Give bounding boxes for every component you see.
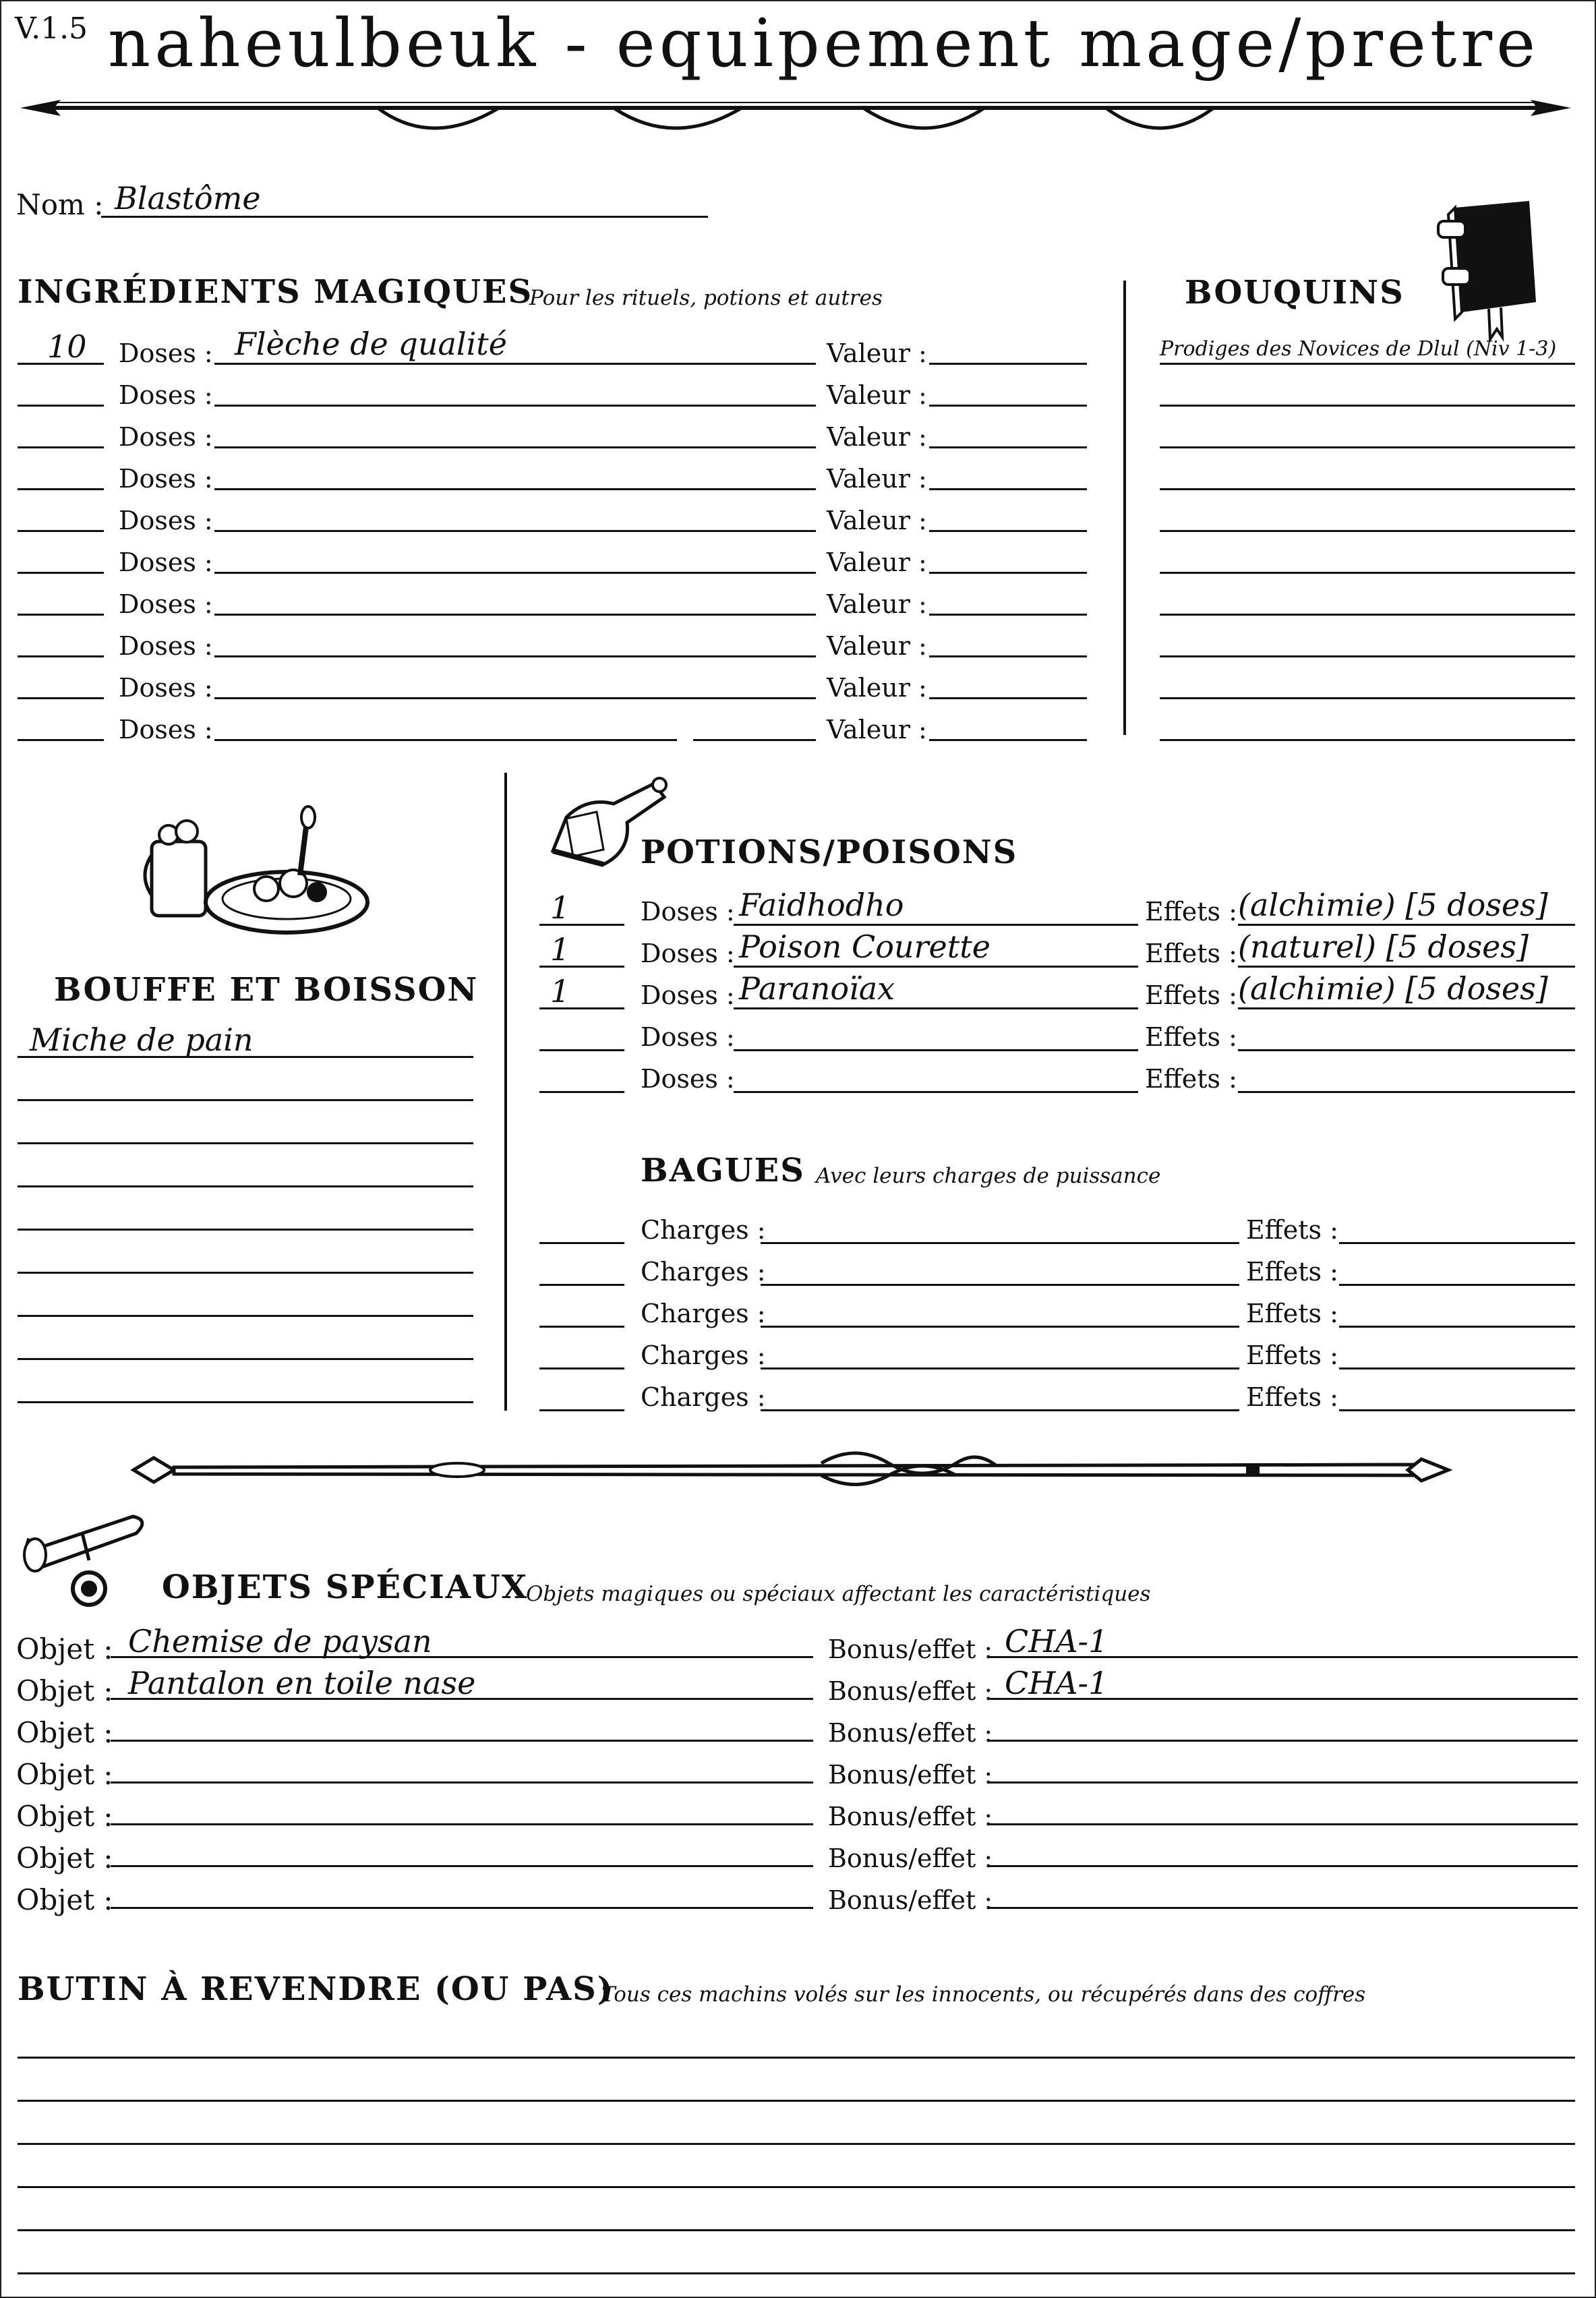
bonus-line: [987, 1823, 1578, 1825]
dose-label: Doses :: [641, 939, 735, 968]
bouffe-title: BOUFFE ET BOISSON: [54, 971, 479, 1009]
loot-line[interactable]: [18, 2143, 1575, 2145]
effect-label: Effets :: [1246, 1299, 1338, 1328]
ingredients-title: INGRÉDIENTS MAGIQUES: [18, 273, 533, 311]
bonus-line: [987, 1865, 1578, 1867]
charges-label: Charges :: [641, 1299, 766, 1328]
ring-charges-line: [761, 1284, 1239, 1286]
effect-label: Effets :: [1145, 897, 1237, 926]
value-label: Valeur :: [827, 464, 927, 494]
book-row: [1160, 573, 1578, 615]
ring-row: [539, 1206, 1578, 1247]
potions-list: [539, 887, 1578, 1103]
potion-name-line: [734, 1049, 1138, 1051]
ring-effect-line: [1339, 1326, 1575, 1328]
value-label: Valeur :: [827, 631, 927, 661]
value-label: Valeur :: [827, 673, 927, 703]
potion-row: [539, 1055, 1578, 1096]
book-row: [1160, 699, 1578, 740]
effect-label: Effets :: [1246, 1382, 1338, 1412]
bagues-title: BAGUES: [641, 1152, 805, 1189]
object-row: [16, 1869, 1580, 1916]
bouquins-list: [1160, 322, 1578, 754]
food-line: [18, 1401, 473, 1403]
objets-list: [16, 1618, 1580, 1928]
bonus-line: [987, 1907, 1578, 1909]
potion-name-line: [734, 1091, 1138, 1093]
food-plate-icon: [138, 801, 374, 943]
potion-effect[interactable]: (alchimie) [5 doses]: [1238, 887, 1548, 923]
ring-effect-line: [1339, 1409, 1575, 1411]
column-divider: [1123, 281, 1126, 735]
dose-label: Doses :: [119, 715, 213, 744]
spear-divider-icon: [13, 88, 1578, 148]
objets-title: OBJETS SPÉCIAUX: [162, 1568, 529, 1606]
charges-label: Charges :: [641, 1382, 766, 1412]
loot-line[interactable]: [18, 2057, 1575, 2059]
ring-effect-line: [1339, 1284, 1575, 1286]
qty-line: [539, 1049, 624, 1051]
name-label: Nom :: [16, 188, 104, 221]
object-bonus[interactable]: CHA-1: [1005, 1665, 1109, 1701]
object-label: Objet :: [16, 1674, 113, 1707]
dose-label: Doses :: [119, 464, 213, 494]
value-label: Valeur :: [827, 589, 927, 619]
food-line: [18, 1272, 473, 1274]
dose-label: Doses :: [119, 548, 213, 577]
potion-row: [539, 971, 1578, 1013]
potion-effect-line: [1238, 1049, 1575, 1051]
food-row: [18, 1020, 476, 1061]
ring-row: [539, 1289, 1578, 1331]
bagues-subtitle: Avec leurs charges de puissance: [816, 1164, 1161, 1188]
potion-effect[interactable]: (alchimie) [5 doses]: [1238, 970, 1548, 1007]
charges-label: Charges :: [641, 1215, 766, 1245]
effect-label: Effets :: [1246, 1257, 1338, 1287]
potion-effect-line: [1238, 1091, 1575, 1093]
book-row: [1160, 364, 1578, 406]
scroll-ring-icon: [15, 1513, 156, 1614]
qty-line: [18, 739, 104, 741]
potion-name-line: [734, 966, 1138, 968]
book-row: [1160, 322, 1578, 364]
ring-charges-line: [761, 1326, 1239, 1328]
object-label: Objet :: [16, 1758, 113, 1791]
potions-title: POTIONS/POISONS: [641, 833, 1018, 871]
ingredient-row: [0, 615, 1113, 661]
charges-label: Charges :: [641, 1340, 766, 1370]
food-line: [18, 1229, 473, 1231]
object-row: [16, 1786, 1580, 1833]
loot-line[interactable]: [18, 2229, 1575, 2231]
ring-charges-line: [761, 1409, 1239, 1411]
effect-label: Effets :: [1145, 980, 1237, 1010]
ring-row: [539, 1373, 1578, 1415]
qty-line: [539, 1242, 624, 1244]
object-label: Objet :: [16, 1632, 113, 1666]
food-line: [18, 1185, 473, 1187]
dose-label: Doses :: [119, 338, 213, 368]
ingredient-row: [0, 531, 1113, 577]
object-row: [16, 1744, 1580, 1791]
object-bonus[interactable]: CHA-1: [1005, 1623, 1109, 1659]
potion-effect[interactable]: (naturel) [5 doses]: [1238, 929, 1529, 965]
dose-label: Doses :: [641, 1022, 735, 1052]
loot-line[interactable]: [18, 2272, 1575, 2274]
qty-line: [539, 1326, 624, 1328]
effect-label: Effets :: [1246, 1215, 1338, 1245]
potion-name-line: [734, 924, 1138, 926]
ingredient-name-line-extra: [693, 739, 816, 741]
name-field[interactable]: Blastôme: [115, 180, 261, 216]
value-label: Valeur :: [827, 380, 927, 410]
potion-name[interactable]: Poison Courette: [739, 929, 991, 965]
potion-row: [539, 1013, 1578, 1055]
dose-label: Doses :: [119, 506, 213, 535]
qty-line: [539, 1284, 624, 1286]
column-divider: [504, 773, 507, 1411]
ingredients-subtitle: Pour les rituels, potions et autres: [529, 286, 883, 310]
object-row: [16, 1702, 1580, 1749]
ring-effect-line: [1339, 1367, 1575, 1369]
food-row: [18, 1278, 476, 1320]
ingredients-list: [0, 322, 1113, 754]
book-row: [1160, 531, 1578, 573]
ingredient-row: [0, 490, 1113, 535]
food-line: [18, 1315, 473, 1317]
value-label: Valeur :: [827, 338, 927, 368]
qty-line: [539, 1409, 624, 1411]
object-line: [111, 1907, 813, 1909]
book-row: [1160, 406, 1578, 448]
qty-line: [539, 1367, 624, 1369]
ingredient-row: [0, 657, 1113, 703]
potion-effect-line: [1238, 1007, 1575, 1009]
object-name[interactable]: Pantalon en toile nase: [128, 1665, 476, 1701]
object-row: [16, 1660, 1580, 1707]
loot-line[interactable]: [18, 2100, 1575, 2102]
potion-effect-line: [1238, 966, 1575, 968]
ingredient-qty[interactable]: 10: [47, 328, 87, 365]
dose-label: Doses :: [641, 1064, 735, 1094]
book-title[interactable]: Prodiges des Novices de Dlul (Niv 1-3): [1160, 337, 1557, 361]
potion-effect-line: [1238, 924, 1575, 926]
ingredient-row: [0, 406, 1113, 452]
object-row: [16, 1618, 1580, 1666]
dose-label: Doses :: [119, 422, 213, 452]
loot-line[interactable]: [18, 2186, 1575, 2188]
effect-label: Effets :: [1145, 1022, 1237, 1052]
food-item[interactable]: Miche de pain: [30, 1022, 254, 1058]
value-label: Valeur :: [827, 715, 927, 744]
potion-name[interactable]: Faidhodho: [739, 887, 904, 923]
ring-effect-line: [1339, 1242, 1575, 1244]
potion-name[interactable]: Paranoïax: [739, 970, 895, 1007]
food-line: [18, 1099, 473, 1101]
food-row: [18, 1235, 476, 1277]
dose-label: Doses :: [641, 897, 735, 926]
charges-label: Charges :: [641, 1257, 766, 1287]
ingredient-row: [0, 699, 1113, 744]
butin-list: [18, 2020, 1578, 2290]
qty-line: [539, 1091, 624, 1093]
dose-label: Doses :: [119, 673, 213, 703]
bonus-label: Bonus/effet :: [828, 1634, 993, 1664]
ingredient-name-line: [214, 739, 677, 741]
bonus-label: Bonus/effet :: [828, 1885, 993, 1915]
dose-label: Doses :: [119, 380, 213, 410]
food-row: [18, 1322, 476, 1363]
potion-row: [539, 887, 1578, 929]
bonus-label: Bonus/effet :: [828, 1718, 993, 1748]
dose-label: Doses :: [641, 980, 735, 1010]
object-label: Objet :: [16, 1842, 113, 1875]
book-row: [1160, 490, 1578, 531]
book-row: [1160, 615, 1578, 657]
butin-subtitle: Tous ces machins volés sur les innocents, ou récupérés dans des coffres: [601, 1982, 1366, 2007]
staff-divider-icon: [127, 1443, 1462, 1497]
value-label: Valeur :: [827, 506, 927, 535]
ingredient-value-line: [929, 739, 1087, 741]
page-title: naheulbeuk - equipement mage/pretre: [108, 5, 1540, 82]
ingredient-row: [0, 573, 1113, 619]
object-line: [111, 1740, 813, 1742]
objets-subtitle: Objets magiques ou spéciaux affectant les caractéristiques: [526, 1582, 1151, 1606]
ring-charges-line: [761, 1367, 1239, 1369]
effect-label: Effets :: [1145, 1064, 1237, 1094]
potion-qty[interactable]: 1: [550, 889, 570, 926]
object-line: [111, 1823, 813, 1825]
bonus-label: Bonus/effet :: [828, 1802, 993, 1831]
food-row: [18, 1063, 476, 1104]
ingredient-row: [0, 448, 1113, 494]
book-line: [1160, 739, 1575, 741]
food-row: [18, 1192, 476, 1234]
bonus-line: [987, 1740, 1578, 1742]
book-row: [1160, 657, 1578, 699]
bonus-label: Bonus/effet :: [828, 1676, 993, 1706]
bonus-label: Bonus/effet :: [828, 1844, 993, 1873]
object-row: [16, 1827, 1580, 1875]
ring-row: [539, 1331, 1578, 1373]
object-label: Objet :: [16, 1800, 113, 1833]
object-label: Objet :: [16, 1716, 113, 1749]
food-row: [18, 1365, 476, 1407]
object-label: Objet :: [16, 1883, 113, 1916]
effect-label: Effets :: [1246, 1340, 1338, 1370]
ingredient-row: [0, 322, 1113, 368]
ring-charges-line: [761, 1242, 1239, 1244]
food-row: [18, 1106, 476, 1148]
food-line: [18, 1358, 473, 1360]
object-line: [111, 1781, 813, 1784]
dose-label: Doses :: [119, 589, 213, 619]
effect-label: Effets :: [1145, 939, 1237, 968]
value-label: Valeur :: [827, 422, 927, 452]
food-line: [18, 1142, 473, 1144]
bonus-line: [987, 1781, 1578, 1784]
object-name[interactable]: Chemise de paysan: [128, 1623, 432, 1659]
ring-row: [539, 1247, 1578, 1289]
potion-row: [539, 929, 1578, 971]
book-row: [1160, 448, 1578, 490]
bonus-label: Bonus/effet :: [828, 1760, 993, 1790]
value-label: Valeur :: [827, 548, 927, 577]
object-line: [111, 1865, 813, 1867]
dose-label: Doses :: [119, 631, 213, 661]
bouffe-list: [18, 1020, 476, 1411]
bagues-list: [539, 1206, 1578, 1421]
potion-name-line: [734, 1007, 1138, 1009]
potion-qty[interactable]: 1: [550, 973, 570, 1009]
butin-title: BUTIN À REVENDRE (OU PAS): [18, 1970, 614, 2008]
version-label: V.1.5: [15, 11, 88, 46]
potion-qty[interactable]: 1: [550, 931, 570, 968]
ingredient-row: [0, 364, 1113, 410]
ingredient-name[interactable]: Flèche de qualité: [235, 326, 508, 362]
food-row: [18, 1149, 476, 1191]
bouquins-title: BOUQUINS: [1185, 274, 1405, 312]
